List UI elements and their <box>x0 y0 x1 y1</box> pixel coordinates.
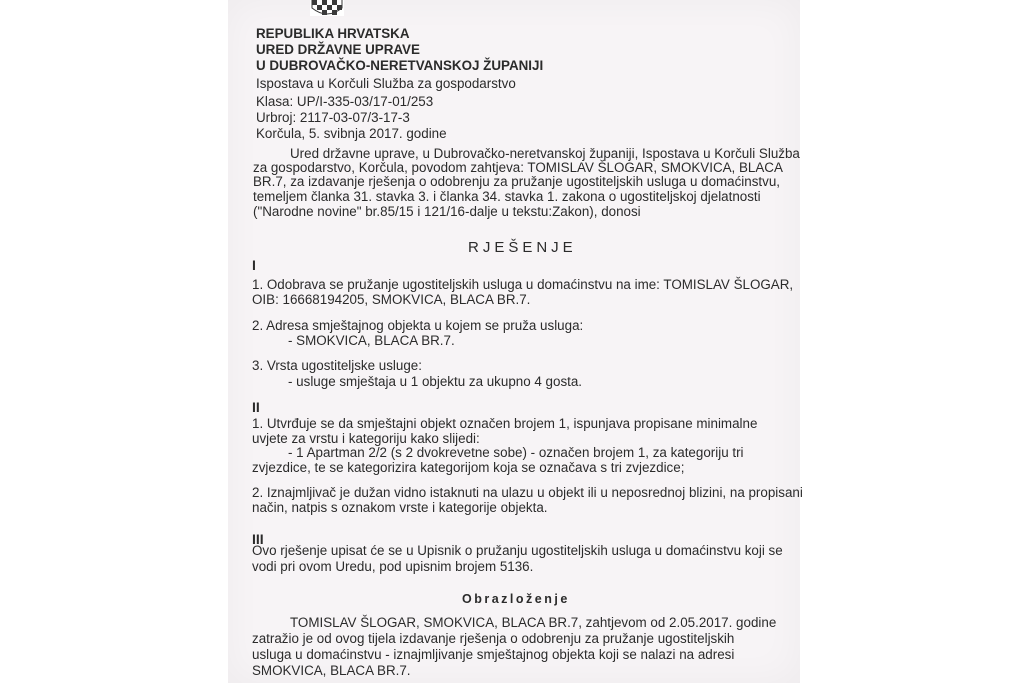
section-1-p2-line-1: 2. Adresa smještajnog objekta u kojem se pruža usluga: <box>252 318 584 333</box>
header-klasa: Klasa: UP/I-335-03/17-01/253 <box>256 94 434 109</box>
intro-line-4: temeljem članka 31. stavka 3. i članka 34. stavka 1. zakona o ugostiteljskoj djelatnosti <box>253 189 761 204</box>
reasoning-line-4: SMOKVICA, BLACA BR.7. <box>252 663 411 678</box>
header-county: U DUBROVAČKO-NERETVANSKOJ ŽUPANIJI <box>256 58 544 73</box>
header-urbroj: Urbroj: 2117-03-07/3-17-3 <box>256 110 410 125</box>
coat-of-arms-icon <box>310 0 344 16</box>
decision-title: RJEŠENJE <box>468 239 577 256</box>
section-1-p1-line-2: OIB: 16668194205, SMOKVICA, BLACA BR.7. <box>252 292 531 307</box>
intro-line-3: BR.7, za izdavanje rješenja o odobrenju za pružanje ugostiteljskih usluga u domaćinstvu, <box>253 174 781 189</box>
section-2-p1-line-4: zvjezdice, te se kategorizira kategorijom koja se označava s tri zvjezdice; <box>252 460 685 475</box>
section-2-label: II <box>252 399 260 415</box>
section-1-p1-line-1: 1. Odobrava se pružanje ugostiteljskih usluga u domaćinstvu na ime: TOMISLAV ŠLOGAR, <box>252 277 794 292</box>
intro-line-1: Ured državne uprave, u Dubrovačko-neretvanskoj županiji, Ispostava u Korčuli Služba <box>290 146 800 161</box>
reasoning-line-3: usluga u domaćinstvu - iznajmljivanje smještajnog objekta koji se nalazi na adresi <box>252 647 735 662</box>
section-1-p3-line-1: 3. Vrsta ugostiteljske usluge: <box>252 358 422 373</box>
header-office-name: URED DRŽAVNE UPRAVE <box>256 42 420 57</box>
reasoning-line-1: TOMISLAV ŠLOGAR, SMOKVICA, BLACA BR.7, zahtjevom od 2.05.2017. godine <box>290 615 777 630</box>
section-2-p1-line-2: uvjete za vrstu i kategoriju kako slijedi: <box>252 431 480 446</box>
section-2-p2-line-2: način, natpis s oznakom vrste i kategorije objekta. <box>252 500 548 515</box>
header-date: Korčula, 5. svibnja 2017. godine <box>256 126 447 141</box>
section-2-p1-line-1: 1. Utvrđuje se da smještajni objekt označen brojem 1, ispunjava propisane minimalne <box>252 416 758 431</box>
intro-line-2: za gospodarstvo, Korčula, povodom zahtjeva: TOMISLAV ŠLOGAR, SMOKVICA, BLACA <box>253 160 783 175</box>
section-3-line-2: vodi pri ovom Uredu, pod upisnim brojem 5136. <box>252 559 534 574</box>
section-2-p1-line-3: - 1 Apartman 2/2 (s 2 dvokrevetne sobe) - označen brojem 1, za kategoriju tri <box>288 445 744 460</box>
section-2-p2-line-1: 2. Iznajmljivač je dužan vidno istaknuti na ulazu u objekt ili u neposrednoj blizini, na propisani <box>252 485 803 500</box>
section-1-label: I <box>252 257 256 273</box>
intro-line-5: ("Narodne novine" br.85/15 i 121/16-dalje u tekstu:Zakon), donosi <box>253 204 641 219</box>
reasoning-title: Obrazloženje <box>462 592 570 606</box>
section-1-p2-line-2: - SMOKVICA, BLACA BR.7. <box>288 333 455 348</box>
section-3-line-1: Ovo rješenje upisat će se u Upisnik o pružanju ugostiteljskih usluga u domaćinstvu koji se <box>252 543 783 558</box>
section-3-label: III <box>252 531 264 547</box>
section-1-p3-line-2: - usluge smještaja u 1 objektu za ukupno 4 gosta. <box>288 374 583 389</box>
reasoning-line-2: zatražio je od ovog tijela izdavanje rješenja o odobrenju za pružanje ugostiteljskih <box>252 631 735 646</box>
header-republic: REPUBLIKA HRVATSKA <box>256 26 410 41</box>
header-branch: Ispostava u Korčuli Služba za gospodarstvo <box>256 76 516 91</box>
